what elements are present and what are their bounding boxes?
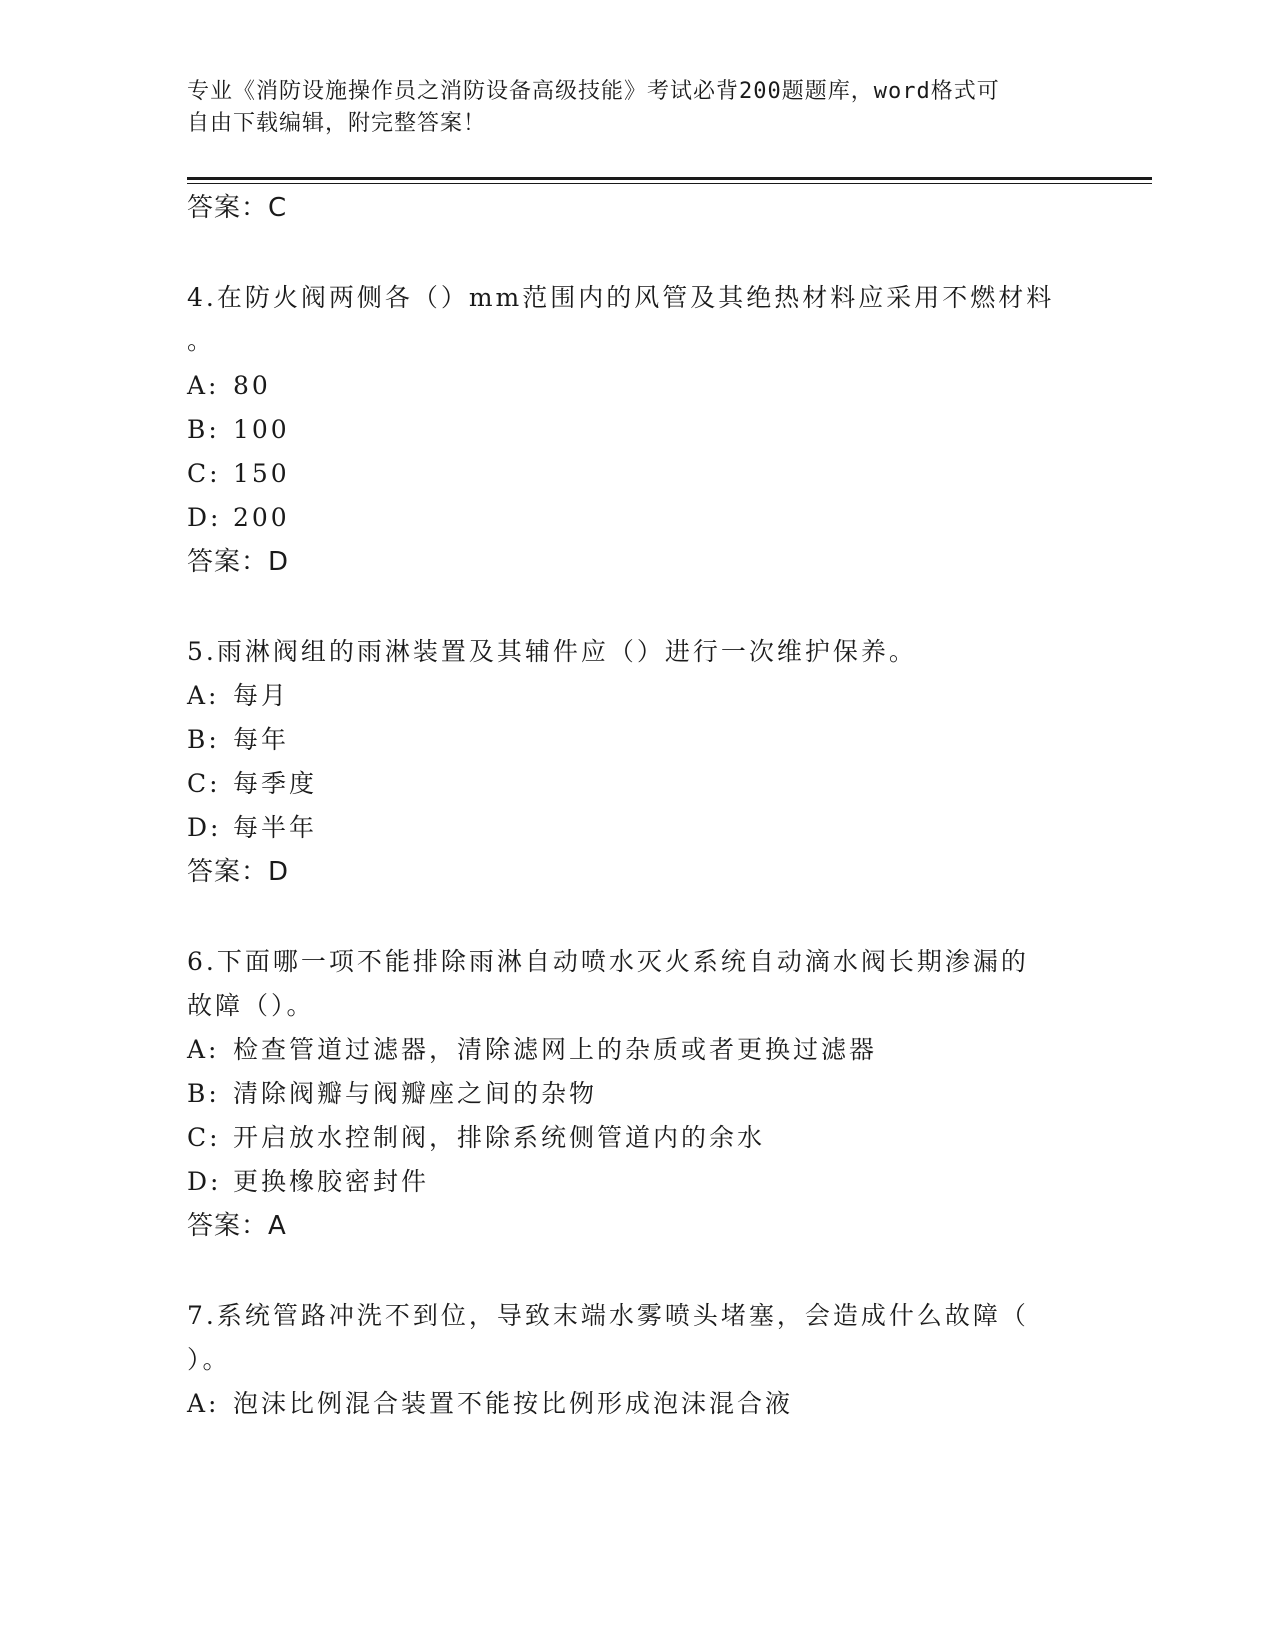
option-text: 每季度 — [233, 769, 318, 798]
answer-3: 答案：C — [187, 193, 288, 223]
option-text: 清除阀瓣与阀瓣座之间的杂物 — [233, 1079, 598, 1108]
question-4-option-c — [187, 459, 290, 489]
option-letter: D: — [187, 503, 222, 532]
option-text: 每月 — [233, 681, 290, 710]
question-6-text-line-1: 6.下面哪一项不能排除雨淋自动喷水灭火系统自动滴水阀长期渗漏的 — [187, 947, 1029, 976]
header-line-1: 专业《消防设施操作员之消防设备高级技能》考试必背200题题库，word格式可 — [187, 79, 1000, 104]
document-header — [187, 76, 1067, 140]
option-letter: D: — [187, 1167, 222, 1196]
question-5-option-d — [187, 813, 317, 843]
option-letter: B: — [187, 725, 220, 754]
question-6-option-d — [187, 1167, 429, 1197]
option-letter: B: — [187, 1079, 220, 1108]
option-text: 200 — [233, 503, 290, 532]
question-6-text-line-2: 故障（）。 — [187, 991, 315, 1020]
option-text: 开启放水控制阀，排除系统侧管道内的余水 — [233, 1123, 766, 1152]
question-7-option-a — [187, 1389, 793, 1419]
option-letter: A: — [187, 371, 220, 400]
answer-4: 答案：D — [187, 547, 290, 577]
option-text: 150 — [233, 459, 290, 488]
option-letter: A: — [187, 1035, 220, 1064]
question-4-option-a — [187, 371, 271, 401]
question-5-option-b — [187, 725, 289, 755]
question-4-text-line-1: 4.在防火阀两侧各（）mm范围内的风管及其绝热材料应采用不燃材料 — [187, 283, 1055, 312]
question-5-option-c — [187, 769, 317, 799]
option-text: 每半年 — [233, 813, 318, 842]
option-letter: C: — [187, 769, 221, 798]
question-6-option-b — [187, 1079, 597, 1109]
option-text: 更换橡胶密封件 — [233, 1167, 430, 1196]
option-letter: A: — [187, 681, 220, 710]
option-text: 100 — [233, 415, 290, 444]
option-text: 80 — [233, 371, 271, 400]
question-7-text-line-1: 7.系统管路冲洗不到位，导致末端水雾喷头堵塞，会造成什么故障（ — [187, 1301, 1029, 1330]
question-7-text-line-2: ）。 — [187, 1345, 231, 1374]
header-divider-thin — [187, 183, 1152, 184]
question-6-option-a — [187, 1035, 877, 1065]
question-5-text-line-1: 5.雨淋阀组的雨淋装置及其辅件应（）进行一次维护保养。 — [187, 637, 917, 666]
option-text: 检查管道过滤器，清除滤网上的杂质或者更换过滤器 — [233, 1035, 878, 1064]
question-4-option-d — [187, 503, 290, 533]
header-line-2: 自由下载编辑，附完整答案！ — [187, 111, 487, 136]
answer-5: 答案：D — [187, 857, 290, 887]
option-letter: D: — [187, 813, 222, 842]
question-4-option-b — [187, 415, 290, 445]
option-text: 泡沫比例混合装置不能按比例形成泡沫混合液 — [233, 1389, 794, 1418]
option-letter: B: — [187, 415, 220, 444]
question-6-option-c — [187, 1123, 765, 1153]
option-letter: C: — [187, 1123, 221, 1152]
option-letter: A: — [187, 1389, 220, 1418]
question-4-text-line-2: 。 — [187, 326, 216, 355]
answer-6: 答案：A — [187, 1211, 287, 1241]
header-divider-thick — [187, 177, 1152, 180]
option-letter: C: — [187, 459, 221, 488]
question-5-option-a — [187, 681, 289, 711]
option-text: 每年 — [233, 725, 290, 754]
